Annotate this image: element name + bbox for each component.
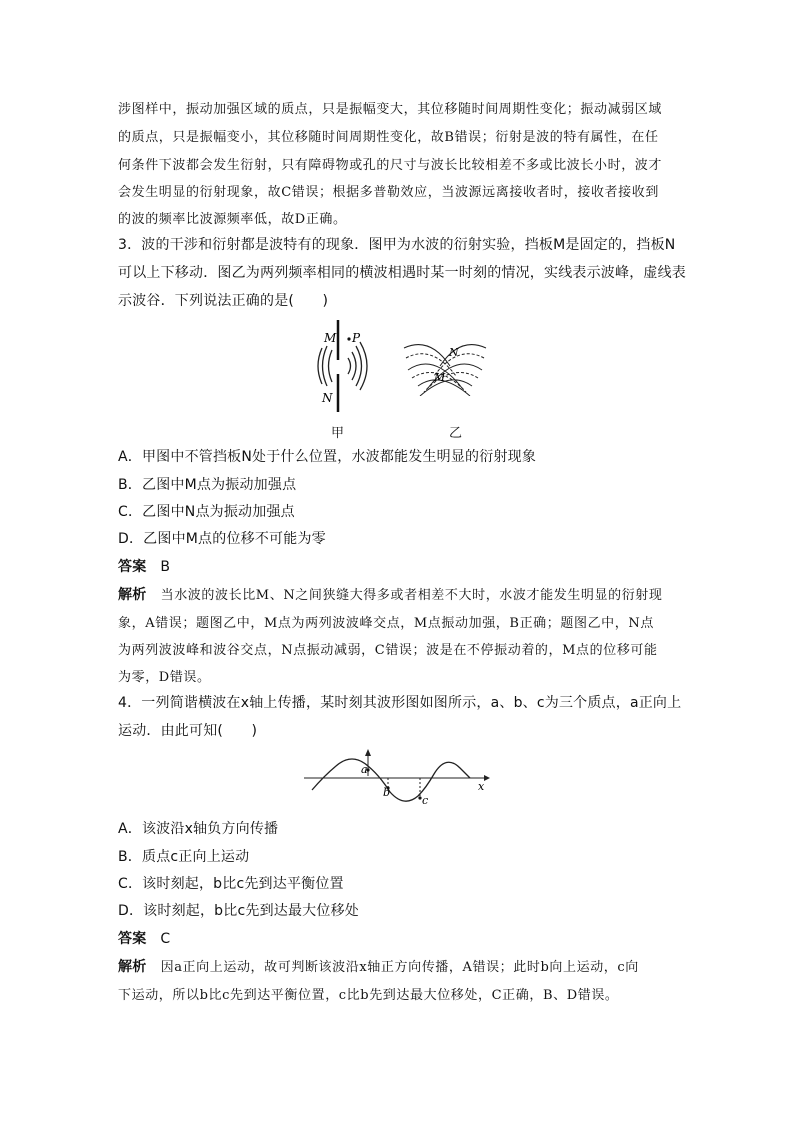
option-a: A．该波沿x轴负方向传播 bbox=[118, 821, 279, 837]
explanation-line: 何条件下波都会发生衍射，只有障碍物或孔的尺寸与波长比较相差不多或比波长小时，波才 bbox=[118, 158, 663, 173]
answer-line bbox=[118, 556, 170, 576]
analysis-line: 为两列波波峰和波谷交点，N点振动减弱，C错误；波是在不停振动着的，M点的位移可能 bbox=[118, 643, 658, 658]
analysis-line: 为零，D错误。 bbox=[118, 670, 211, 685]
option-b: B．乙图中M点为振动加强点 bbox=[118, 477, 297, 493]
analysis-label: 解析 bbox=[118, 959, 147, 975]
analysis-line: 下运动，所以b比c先到达平衡位置，c比b先到达最大位移处，C正确，B、D错误。 bbox=[118, 988, 619, 1003]
point-c-label: c bbox=[422, 794, 429, 806]
analysis-label: 解析 bbox=[118, 587, 147, 603]
answer-value: C bbox=[160, 931, 171, 947]
point-a-label: a bbox=[361, 763, 368, 776]
option-c: C．乙图中N点为振动加强点 bbox=[118, 504, 295, 520]
analysis-line: 解析 因a正向上运动，故可判断该波沿x轴正方向传播，A错误；此时b向上运动，c向 bbox=[118, 959, 639, 975]
point-p-label: P bbox=[352, 331, 361, 345]
analysis-line: 象，A错误；题图乙中，M点为两列波波峰交点，M点振动加强，B正确；题图乙中，N点 bbox=[118, 616, 654, 631]
question-stem-line: 运动．由此可知( ) bbox=[118, 723, 258, 739]
point-m-label: M bbox=[434, 371, 446, 384]
explanation-line: 的波的频率比波源频率低，故D正确。 bbox=[118, 212, 347, 227]
answer-value: B bbox=[160, 559, 171, 575]
question-stem-line: 可以上下移动．图乙为两列频率相同的横波相遇时某一时刻的情况，实线表示波峰，虚线表 bbox=[118, 265, 686, 281]
figure-yi-caption: 乙 bbox=[449, 426, 463, 441]
figure-jia-caption: 甲 bbox=[331, 426, 345, 441]
answer-label: 答案 bbox=[118, 559, 147, 575]
question-stem-line: 4．一列简谐横波在x轴上传播，某时刻其波形图如图所示，a、b、c为三个质点，a正向上 bbox=[118, 695, 682, 711]
barrier-n-label: N bbox=[322, 391, 333, 405]
point-b-label: b bbox=[383, 786, 391, 799]
question-stem-line: 示波谷．下列说法正确的是( ) bbox=[118, 293, 329, 309]
interference-figure-yi bbox=[400, 326, 490, 396]
explanation-line: 涉图样中，振动加强区域的质点，只是振幅变大，其位移随时间周期性变化；振动减弱区域 bbox=[118, 102, 663, 117]
question-stem-line: 3．波的干涉和衍射都是波特有的现象．图甲为水波的衍射实验，挡板M是固定的，挡板N bbox=[118, 237, 676, 253]
x-axis-label: x bbox=[478, 780, 485, 793]
diffraction-figure-jia bbox=[300, 318, 390, 414]
option-d: D．该时刻起，b比c先到达最大位移处 bbox=[118, 903, 359, 919]
point-n-label: N bbox=[449, 346, 459, 359]
answer-line bbox=[118, 928, 170, 948]
answer-label: 答案 bbox=[118, 931, 147, 947]
option-a: A．甲图中不管挡板N处于什么位置，水波都能发生明显的衍射现象 bbox=[118, 449, 537, 465]
waveform-figure bbox=[304, 748, 494, 806]
option-b: B．质点c正向上运动 bbox=[118, 849, 250, 865]
option-d: D．乙图中M点的位移不可能为零 bbox=[118, 531, 326, 547]
explanation-line: 会发生明显的衍射现象，故C错误；根据多普勒效应，当波源远离接收者时，接收者接收到 bbox=[118, 185, 659, 200]
barrier-m-label: M bbox=[324, 331, 337, 345]
explanation-line: 的质点，只是振幅变小，其位移随时间周期性变化，故B错误；衍射是波的特有属性，在任 bbox=[118, 130, 659, 145]
option-c: C．该时刻起，b比c先到达平衡位置 bbox=[118, 876, 344, 892]
analysis-line: 解析 当水波的波长比M、N之间狭缝大得多或者相差不大时，水波才能发生明显的衍射现 bbox=[118, 587, 663, 603]
